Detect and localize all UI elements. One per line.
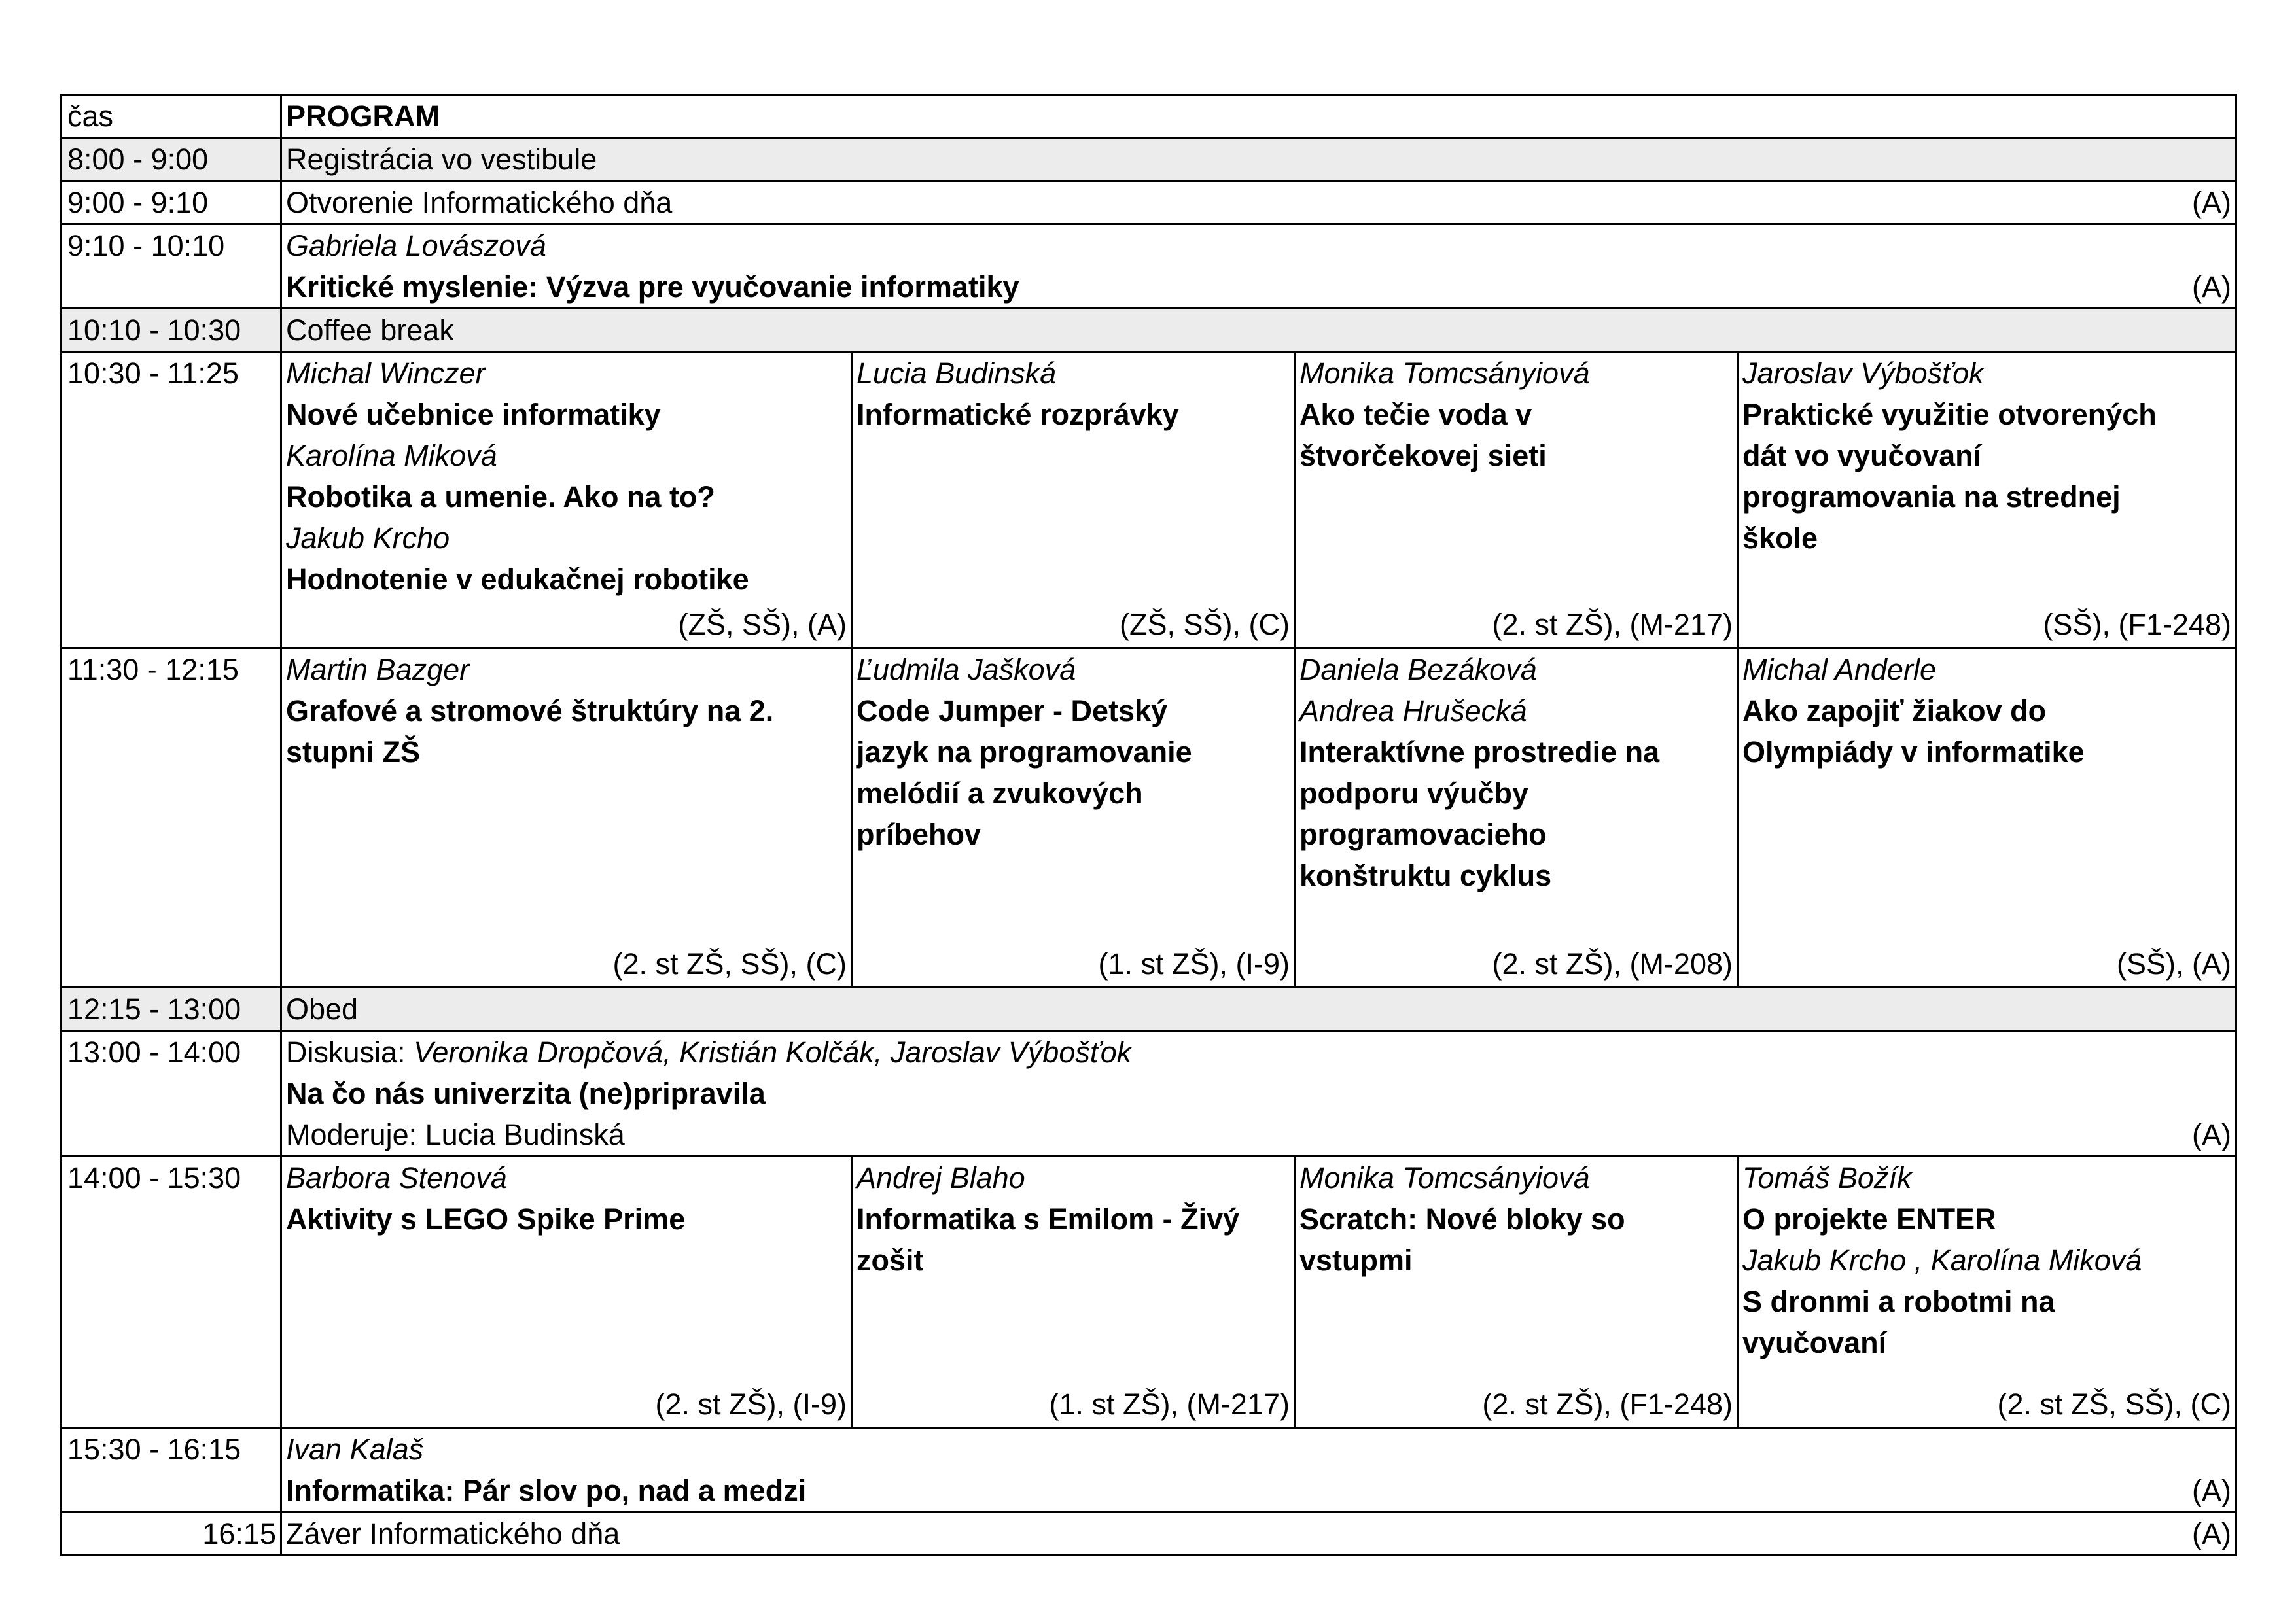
audience-room-label: (2. st ZŠ), (F1-248)	[1482, 1387, 1733, 1421]
speaker-name: Karolína Miková	[286, 439, 497, 472]
room-label: (A)	[2192, 270, 2231, 304]
audience-room-label: (ZŠ, SŠ), (A)	[678, 608, 847, 641]
speaker-name: Lucia Budinská	[857, 357, 1057, 390]
speaker-name: Jakub Krcho , Karolína Miková	[1742, 1244, 2142, 1277]
talk-title-line: jazyk na programovanie	[857, 735, 1192, 769]
session2-col2	[852, 648, 1295, 988]
session3-col4	[1738, 1157, 2236, 1428]
talk-title-line: programovacieho	[1299, 818, 1547, 851]
discussion-cell	[281, 1031, 2236, 1157]
talk-title-line: melódií a zvukových	[857, 777, 1143, 810]
discussion-row	[62, 1031, 2236, 1157]
room-label: (A)	[2192, 186, 2231, 219]
speaker-name: Ľudmila Jašková	[857, 653, 1076, 686]
time-cell: 10:10 - 10:30	[62, 309, 281, 352]
room-label: (A)	[2192, 1517, 2231, 1550]
talk-title-line: Ako tečie voda v	[1299, 398, 1532, 431]
talk-title-line: podporu výučby	[1299, 777, 1529, 810]
audience-room-label: (2. st ZŠ), (I-9)	[655, 1387, 847, 1421]
session1-col4	[1738, 352, 2236, 648]
talk-title-line: Scratch: Nové bloky so	[1299, 1202, 1625, 1236]
discussion-prefix: Diskusia:	[286, 1036, 414, 1069]
session2-row	[62, 648, 2236, 988]
session3-col3	[1295, 1157, 1738, 1428]
speaker-name: Monika Tomcsányiová	[1299, 1161, 1590, 1195]
registration-text: Registrácia vo vestibule	[281, 138, 2236, 181]
talk-title-line: vstupmi	[1299, 1244, 1413, 1277]
audience-room-label: (2. st ZŠ, SŠ), (C)	[1997, 1387, 2231, 1421]
header-row	[62, 95, 2236, 138]
program-table	[60, 94, 2237, 1556]
closing-text: Záver Informatického dňa	[286, 1517, 620, 1550]
speaker-name: Gabriela Lovászová	[286, 229, 546, 262]
talk-title-line: S dronmi a robotmi na	[1742, 1285, 2055, 1318]
talk-title: Informatika: Pár slov po, nad a medzi	[286, 1474, 807, 1507]
speaker-name: Andrea Hrušecká	[1299, 694, 1527, 727]
talk-title: Na čo nás univerzita (ne)pripravila	[286, 1077, 766, 1110]
audience-room-label: (2. st ZŠ), (M-208)	[1492, 947, 1733, 981]
room-label: (A)	[2192, 1474, 2231, 1507]
registration-row	[62, 138, 2236, 181]
talk-title-line: dát vo vyučovaní	[1742, 439, 1982, 472]
session1-col2	[852, 352, 1295, 648]
session2-col3	[1295, 648, 1738, 988]
speaker-name: Veronika Dropčová, Kristián Kolčák, Jaroslav Výbošťok	[414, 1036, 1132, 1069]
opening-row	[62, 181, 2236, 224]
audience-room-label: (2. st ZŠ), (M-217)	[1492, 608, 1733, 641]
speaker-name: Michal Anderle	[1742, 653, 1936, 686]
talk-title-line: zošit	[857, 1244, 924, 1277]
header-program: PROGRAM	[281, 95, 2236, 138]
talk-title-line: Code Jumper - Detský	[857, 694, 1168, 727]
coffee-text: Coffee break	[281, 309, 2236, 352]
talk-title-line: vyučovaní	[1742, 1326, 1887, 1359]
discussion-speakers-line	[286, 1032, 2231, 1073]
session1-row	[62, 352, 2236, 648]
speaker-name: Jakub Krcho	[286, 521, 450, 555]
session3-col2	[852, 1157, 1295, 1428]
speaker-name: Tomáš Božík	[1742, 1161, 1912, 1195]
speaker-name: Ivan Kalaš	[286, 1433, 424, 1466]
speaker-name: Andrej Blaho	[857, 1161, 1025, 1195]
talk-title-line: Grafové a stromové štruktúry na 2.	[286, 694, 774, 727]
room-label: (A)	[2192, 1118, 2231, 1151]
talk-title-line: príbehov	[857, 818, 981, 851]
talk-title-line: Informatika s Emilom - Živý	[857, 1202, 1240, 1236]
talk-title: Nové učebnice informatiky	[286, 398, 661, 431]
talk-title-line: štvorčekovej sieti	[1299, 439, 1547, 472]
closing-row	[62, 1512, 2236, 1556]
time-cell: 10:30 - 11:25	[62, 352, 281, 648]
header-time: čas	[62, 95, 281, 138]
time-cell: 14:00 - 15:30	[62, 1157, 281, 1428]
talk-title-line: konštruktu cyklus	[1299, 859, 1552, 892]
keynote2-cell	[281, 1428, 2236, 1512]
talk-title-line: Olympiády v informatike	[1742, 735, 2085, 769]
keynote2-row	[62, 1428, 2236, 1512]
keynote1-cell	[281, 224, 2236, 309]
talk-title-line: Interaktívne prostredie na	[1299, 735, 1660, 769]
speaker-name: Michal Winczer	[286, 357, 486, 390]
talk-title-line: škole	[1742, 521, 1818, 555]
audience-room-label: (2. st ZŠ, SŠ), (C)	[612, 947, 847, 981]
audience-room-label: (ZŠ, SŠ), (C)	[1120, 608, 1290, 641]
keynote1-row	[62, 224, 2236, 309]
lunch-text: Obed	[281, 988, 2236, 1031]
time-cell: 13:00 - 14:00	[62, 1031, 281, 1157]
speaker-name: Monika Tomcsányiová	[1299, 357, 1590, 390]
time-cell: 9:10 - 10:10	[62, 224, 281, 309]
moderator-label: Moderuje: Lucia Budinská	[286, 1118, 625, 1151]
talk-title-line: programovania na strednej	[1742, 480, 2121, 514]
talk-title-line: Praktické využitie otvorených	[1742, 398, 2157, 431]
session2-col1	[281, 648, 852, 988]
session3-row	[62, 1157, 2236, 1428]
audience-room-label: (SŠ), (F1-248)	[2043, 608, 2231, 641]
audience-room-label: (1. st ZŠ), (M-217)	[1049, 1387, 1290, 1421]
speaker-name: Barbora Stenová	[286, 1161, 507, 1195]
audience-room-label: (1. st ZŠ), (I-9)	[1098, 947, 1290, 981]
session3-col1	[281, 1157, 852, 1428]
opening-text: Otvorenie Informatického dňa	[286, 186, 673, 219]
time-cell: 16:15	[62, 1512, 281, 1556]
time-cell: 11:30 - 12:15	[62, 648, 281, 988]
time-cell: 8:00 - 9:00	[62, 138, 281, 181]
time-cell: 12:15 - 13:00	[62, 988, 281, 1031]
coffee-row	[62, 309, 2236, 352]
time-cell: 9:00 - 9:10	[62, 181, 281, 224]
talk-title: Informatické rozprávky	[857, 398, 1179, 431]
speaker-name: Daniela Bezáková	[1299, 653, 1537, 686]
session2-col4	[1738, 648, 2236, 988]
talk-title-line: Ako zapojiť žiakov do	[1742, 694, 2047, 727]
session1-col3	[1295, 352, 1738, 648]
session1-col1	[281, 352, 852, 648]
closing-cell	[281, 1512, 2236, 1556]
talk-title: Kritické myslenie: Výzva pre vyučovanie informatiky	[286, 270, 1019, 304]
time-cell: 15:30 - 16:15	[62, 1428, 281, 1512]
speaker-name: Jaroslav Výbošťok	[1742, 357, 1984, 390]
talk-title: O projekte ENTER	[1742, 1202, 1996, 1236]
lunch-row	[62, 988, 2236, 1031]
talk-title: Hodnotenie v edukačnej robotike	[286, 563, 749, 596]
talk-title-line: stupni ZŠ	[286, 735, 420, 769]
talk-title: Robotika a umenie. Ako na to?	[286, 480, 715, 514]
audience-room-label: (SŠ), (A)	[2117, 947, 2231, 981]
talk-title-line: Aktivity s LEGO Spike Prime	[286, 1202, 686, 1236]
opening-cell	[281, 181, 2236, 224]
speaker-name: Martin Bazger	[286, 653, 470, 686]
